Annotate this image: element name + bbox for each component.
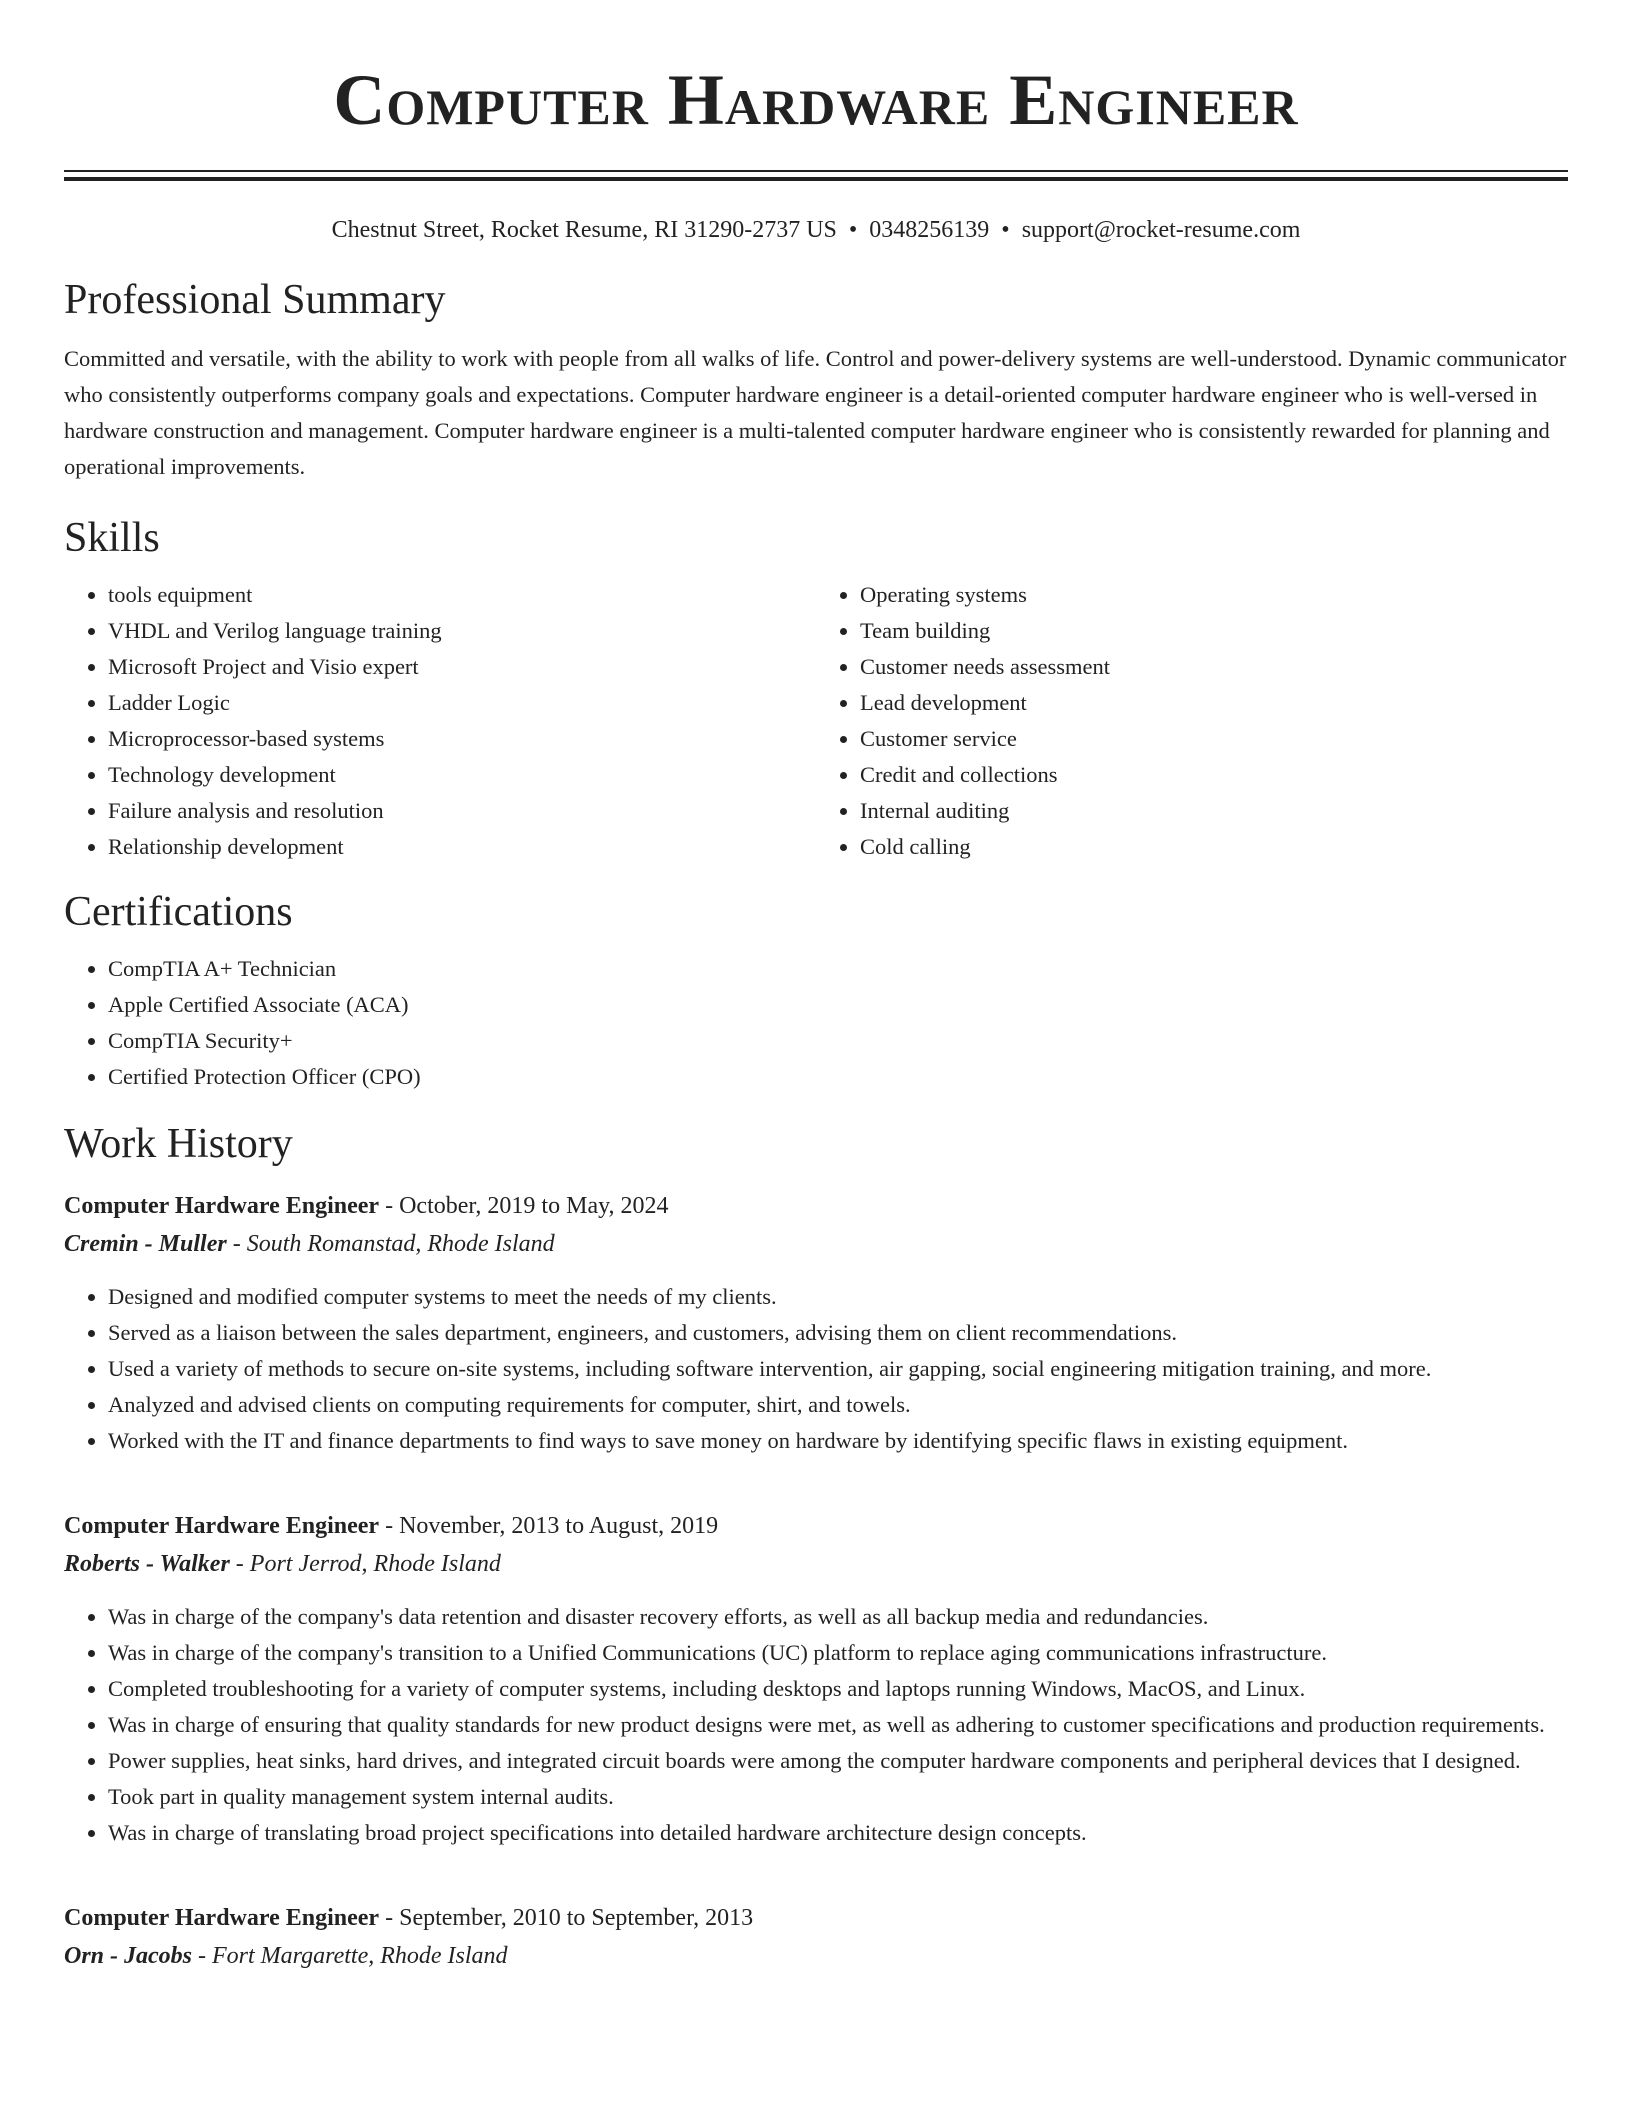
- job-bullets: [64, 1279, 1568, 1459]
- job-bullets: [64, 1599, 1568, 1851]
- job-bullet: • Worked with the IT and finance departments to find ways to save money on hardware by identifying specific flaws in existing equipment.: [108, 1423, 1568, 1459]
- page-title: Computer Hardware Engineer: [333, 60, 1299, 140]
- job-title: Computer Hardware Engineer: [64, 1513, 380, 1539]
- skills-section: [64, 513, 1568, 865]
- job-header: Computer Hardware Engineer - November, 2013 to August, 2019: [64, 1513, 719, 1539]
- skill-item: • tools equipment: [108, 577, 816, 613]
- job-bullet: • Served as a liaison between the sales department, engineers, and customers, advising them on client recommendations.: [108, 1315, 1568, 1351]
- resume-page: [64, 0, 1568, 1975]
- skill-item: • Microprocessor-based systems: [108, 721, 816, 757]
- skill-item: • VHDL and Verilog language training: [108, 613, 816, 649]
- job-dates: September, 2010 to September, 2013: [399, 1905, 754, 1931]
- job-company: Cremin - Muller: [64, 1231, 227, 1257]
- skill-item: • Internal auditing: [860, 793, 1568, 829]
- job-header: Computer Hardware Engineer - October, 2019 to May, 2024: [64, 1193, 669, 1219]
- summary-heading: Professional Summary: [64, 277, 446, 323]
- certification-item: • Apple Certified Associate (ACA): [108, 987, 1568, 1023]
- job-title: Computer Hardware Engineer: [64, 1193, 380, 1219]
- summary-section: [64, 275, 1568, 485]
- job-header: Computer Hardware Engineer - September, 2010 to September, 2013: [64, 1905, 754, 1931]
- skill-item: • Failure analysis and resolution: [108, 793, 816, 829]
- job-employer: Cremin - Muller - South Romanstad, Rhode Island: [64, 1231, 555, 1257]
- certification-item: • CompTIA A+ Technician: [108, 951, 1568, 987]
- job-dates: November, 2013 to August, 2019: [399, 1513, 719, 1539]
- job-bullet: • Power supplies, heat sinks, hard drives, and integrated circuit boards were among the computer hardware components and peripheral devices that I designed.: [108, 1743, 1568, 1779]
- skill-item: • Technology development: [108, 757, 816, 793]
- skill-item: • Customer service: [860, 721, 1568, 757]
- job-entry: [64, 1187, 1568, 1459]
- skill-item: • Customer needs assessment: [860, 649, 1568, 685]
- job-bullet: • Was in charge of the company's data retention and disaster recovery efforts, as well as all backup media and redundancies.: [108, 1599, 1568, 1635]
- job-title: Computer Hardware Engineer: [64, 1905, 380, 1931]
- contact-phone: 0348256139: [869, 217, 990, 243]
- skill-item: • Credit and collections: [860, 757, 1568, 793]
- job-location: South Romanstad, Rhode Island: [246, 1231, 555, 1257]
- job-dates: October, 2019 to May, 2024: [399, 1193, 669, 1219]
- job-location: Fort Margarette, Rhode Island: [212, 1943, 508, 1969]
- skill-item: • Team building: [860, 613, 1568, 649]
- job-bullet: • Designed and modified computer systems to meet the needs of my clients.: [108, 1279, 1568, 1315]
- skill-item: • Cold calling: [860, 829, 1568, 865]
- job-bullet: • Was in charge of translating broad project specifications into detailed hardware architecture design concepts.: [108, 1815, 1568, 1851]
- skills-list-right: [816, 577, 1568, 865]
- contact-email: support@rocket-resume.com: [1021, 217, 1301, 243]
- certifications-section: [64, 887, 1568, 1095]
- title-divider-thick: [64, 177, 1568, 181]
- skill-item: • Ladder Logic: [108, 685, 816, 721]
- job-bullet: • Completed troubleshooting for a variety of computer systems, including desktops and laptops running Windows, MacOS, and Linux.: [108, 1671, 1568, 1707]
- job-bullet: • Analyzed and advised clients on computing requirements for computer, shirt, and towels.: [108, 1387, 1568, 1423]
- work-history-section: [64, 1119, 1568, 1975]
- skills-columns: [64, 577, 1568, 865]
- job-bullet: • Was in charge of ensuring that quality standards for new product designs were met, as well as adhering to customer specifications and production requirements.: [108, 1707, 1568, 1743]
- contact-line: [64, 215, 1568, 245]
- contact-separator: •: [848, 217, 858, 243]
- skill-item: • Lead development: [860, 685, 1568, 721]
- job-entry: [64, 1899, 1568, 1975]
- skills-heading: Skills: [64, 515, 160, 561]
- job-entry: [64, 1507, 1568, 1851]
- work-history-heading: Work History: [64, 1121, 293, 1167]
- job-bullet: • Took part in quality management system internal audits.: [108, 1779, 1568, 1815]
- skill-item: • Relationship development: [108, 829, 816, 865]
- job-bullet: • Used a variety of methods to secure on-site systems, including software intervention, air gapping, social engineering mitigation training, and more.: [108, 1351, 1568, 1387]
- job-location: Port Jerrod, Rhode Island: [249, 1551, 501, 1577]
- job-employer: Orn - Jacobs - Fort Margarette, Rhode Island: [64, 1943, 508, 1969]
- contact-separator: •: [1001, 217, 1010, 243]
- certifications-list: [64, 951, 1568, 1095]
- summary-text: Committed and versatile, with the ability to work with people from all walks of life. Control and power-delivery systems are well-understood. Dynamic communicator who consistently outperforms company goals and expectations. Computer hardware engineer is a detail-oriented computer hardware engineer who is well-versed in hardware construction and management. Computer hardware engineer is a multi-talented computer hardware engineer who is consistently rewarded for planning and operational improvements.: [64, 346, 1567, 479]
- certifications-heading: Certifications: [64, 889, 293, 935]
- title-divider-thin: [64, 170, 1568, 172]
- job-company: Orn - Jacobs: [64, 1943, 193, 1969]
- skills-list-left: [64, 577, 816, 865]
- skill-item: • Microsoft Project and Visio expert: [108, 649, 816, 685]
- certification-item: • Certified Protection Officer (CPO): [108, 1059, 1568, 1095]
- skill-item: • Operating systems: [860, 577, 1568, 613]
- job-employer: Roberts - Walker - Port Jerrod, Rhode Island: [64, 1551, 501, 1577]
- certification-item: • CompTIA Security+: [108, 1023, 1568, 1059]
- contact-address: Chestnut Street, Rocket Resume, RI 31290-2737 US: [331, 217, 837, 243]
- job-company: Roberts - Walker: [64, 1551, 230, 1577]
- job-bullet: • Was in charge of the company's transition to a Unified Communications (UC) platform to replace aging communications infrastructure.: [108, 1635, 1568, 1671]
